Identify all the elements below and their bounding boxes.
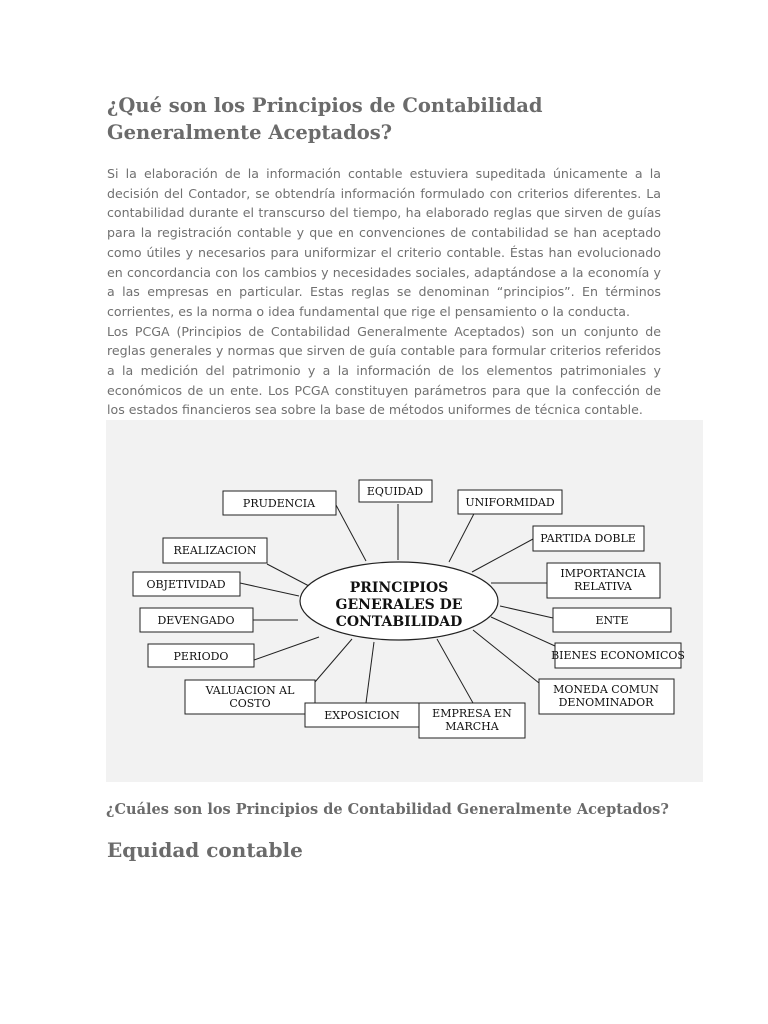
node-valuacion-al-costo-label-2: COSTO [229,697,271,710]
node-devengado-label: DEVENGADO [157,614,235,627]
node-uniformidad-label: UNIFORMIDAD [465,496,555,509]
section-heading: Equidad contable [107,838,303,862]
node-prudencia-label: PRUDENCIA [242,497,316,510]
center-line-2: GENERALES DE [335,597,463,613]
node-ente-label: ENTE [595,614,629,627]
article-title: ¿Qué son los Principios de Contabilidad Generalmente Aceptados? [107,94,543,144]
node-objetividad-label: OBJETIVIDAD [146,578,226,591]
node-exposicion-label: EXPOSICION [324,709,400,722]
node-partida-doble-label: PARTIDA DOBLE [540,532,636,545]
principles-diagram [106,420,703,782]
center-line-1: PRINCIPIOS [349,580,449,596]
center-line-3: CONTABILIDAD [335,614,463,630]
node-valuacion-al-costo-label-1: VALUACION AL [205,684,295,697]
node-bienes-economicos-label: BIENES ECONOMICOS [551,649,685,662]
node-empresa-en-marcha-label-1: EMPRESA EN [432,707,512,720]
paragraph-2: Los PCGA (Principios de Contabilidad Generalmente Aceptados) son un conjunto de reglas generales y normas que sirven de guía contable para formular criterios referidos a la medición del patrimonio y a la información de los elementos patrimoniales y económicos de un ente. Los PCGA constituyen parámetros para que la confección de los estados financieros sea sobre la base de métodos uniformes de técnica contable. [107,323,661,418]
paragraph-1: Si la elaboración de la información contable estuviera supeditada únicamente a la decisión del Contador, se obtendría información formulado con criterios diferentes. La contabilidad durante el transcurso del tiempo, ha elaborado reglas que sirven de guías para la registración contable y que en convenciones de contabilidad se han aceptado como útiles y necesarios para uniformizar el criterio contable. Éstas han evolucionado en concordancia con los cambios y necesidades sociales, adaptándose a la economía y a las empresas en particular. Estas reglas se denominan “principios”. En términos corrientes, es la norma o idea fundamental que rige el pensamiento o la conducta. [107,166,661,319]
node-empresa-en-marcha-label-2: MARCHA [445,720,499,733]
node-moneda-comun-label-1: MONEDA COMUN [553,683,659,696]
node-equidad-label: EQUIDAD [366,485,424,498]
node-importancia-relativa-label-1: IMPORTANCIA [560,567,646,580]
node-importancia-relativa-label-2: RELATIVA [574,580,632,593]
node-realizacion-label: REALIZACION [173,544,257,557]
center-title [336,580,463,630]
question-heading: ¿Cuáles son los Principios de Contabilidad Generalmente Aceptados? [106,801,669,818]
node-moneda-comun-label-2: DENOMINADOR [558,696,654,709]
node-periodo-label: PERIODO [173,650,229,663]
article-body [107,164,661,420]
